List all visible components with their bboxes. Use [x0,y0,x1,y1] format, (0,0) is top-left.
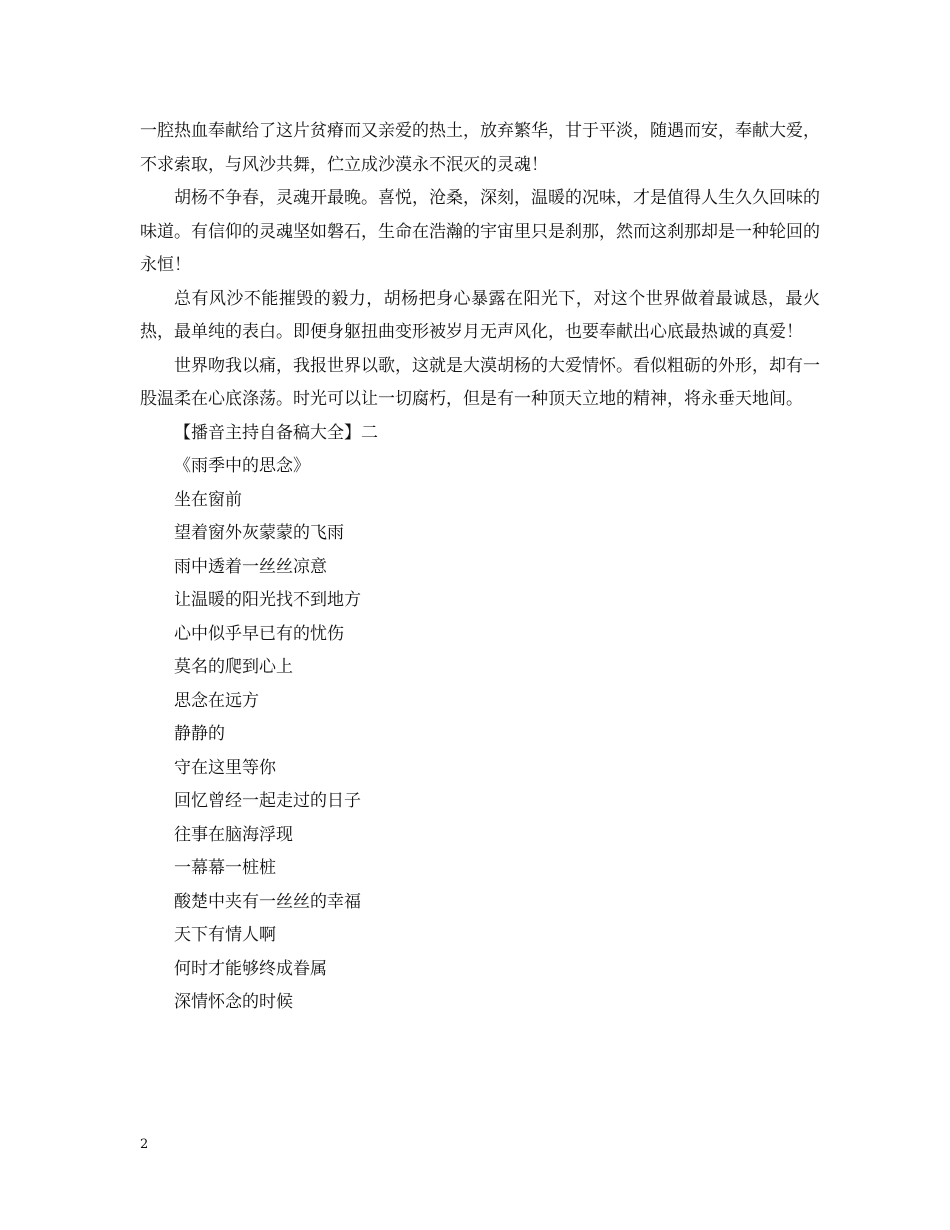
poem-line: 静静的 [174,724,225,744]
poem-line: 让温暖的阳光找不到地方 [174,590,361,610]
poem-title: 《雨季中的思念》 [174,456,310,476]
paragraph: 胡杨不争春，灵魂开最晚。喜悦，沧桑，深刻，温暖的况味，才是值得人生久久回味的味道。有信仰的灵魂坚如磐石，生命在浩瀚的宇宙里只是刹那，然而这刹那却是一种轮回的永恒！ [140,188,820,275]
poem-line: 雨中透着一丝丝凉意 [174,556,327,577]
document-body [140,115,820,1020]
poem-line: 守在这里等你 [174,757,276,778]
paragraph: 一腔热血奉献给了这片贫瘠而又亲爱的热土，放弃繁华，甘于平淡，随遇而安，奉献大爱，不求索取，与风沙共舞，伫立成沙漠永不泯灭的灵魂！ [140,121,820,175]
poem-line: 一幕幕一桩桩 [174,858,276,878]
poem-line: 思念在远方 [174,690,259,711]
poem-body [140,484,820,1020]
poem-line: 天下有情人啊 [174,925,276,945]
paragraph: 世界吻我以痛，我报世界以歌，这就是大漠胡杨的大爱情怀。看似粗砺的外形，却有一股温柔在心底涤荡。时光可以让一切腐朽，但是有一种顶天立地的精神，将永垂天地间。 [140,355,820,409]
poem-line: 心中似乎早已有的忧伤 [174,623,344,644]
poem-line: 深情怀念的时候 [174,992,293,1012]
poem-line: 往事在脑海浮现 [174,824,293,845]
poem-line: 望着窗外灰蒙蒙的飞雨 [174,523,344,543]
paragraph: 总有风沙不能摧毁的毅力，胡杨把身心暴露在阳光下，对这个世界做着最诚恳，最火热，最单纯的表白。即便身躯扭曲变形被岁月无声风化，也要奉献出心底最热诚的真爱！ [140,288,820,342]
poem-line: 坐在窗前 [174,489,242,510]
poem-line: 回忆曾经一起走过的日子 [174,791,361,811]
poem-line: 莫名的爬到心上 [174,657,293,677]
poem-line: 酸楚中夹有一丝丝的幸福 [174,891,361,912]
page-number: 2 [140,1137,149,1152]
section-heading: 【播音主持自备稿大全】二 [174,422,378,443]
poem-line: 何时才能够终成眷属 [174,958,327,979]
